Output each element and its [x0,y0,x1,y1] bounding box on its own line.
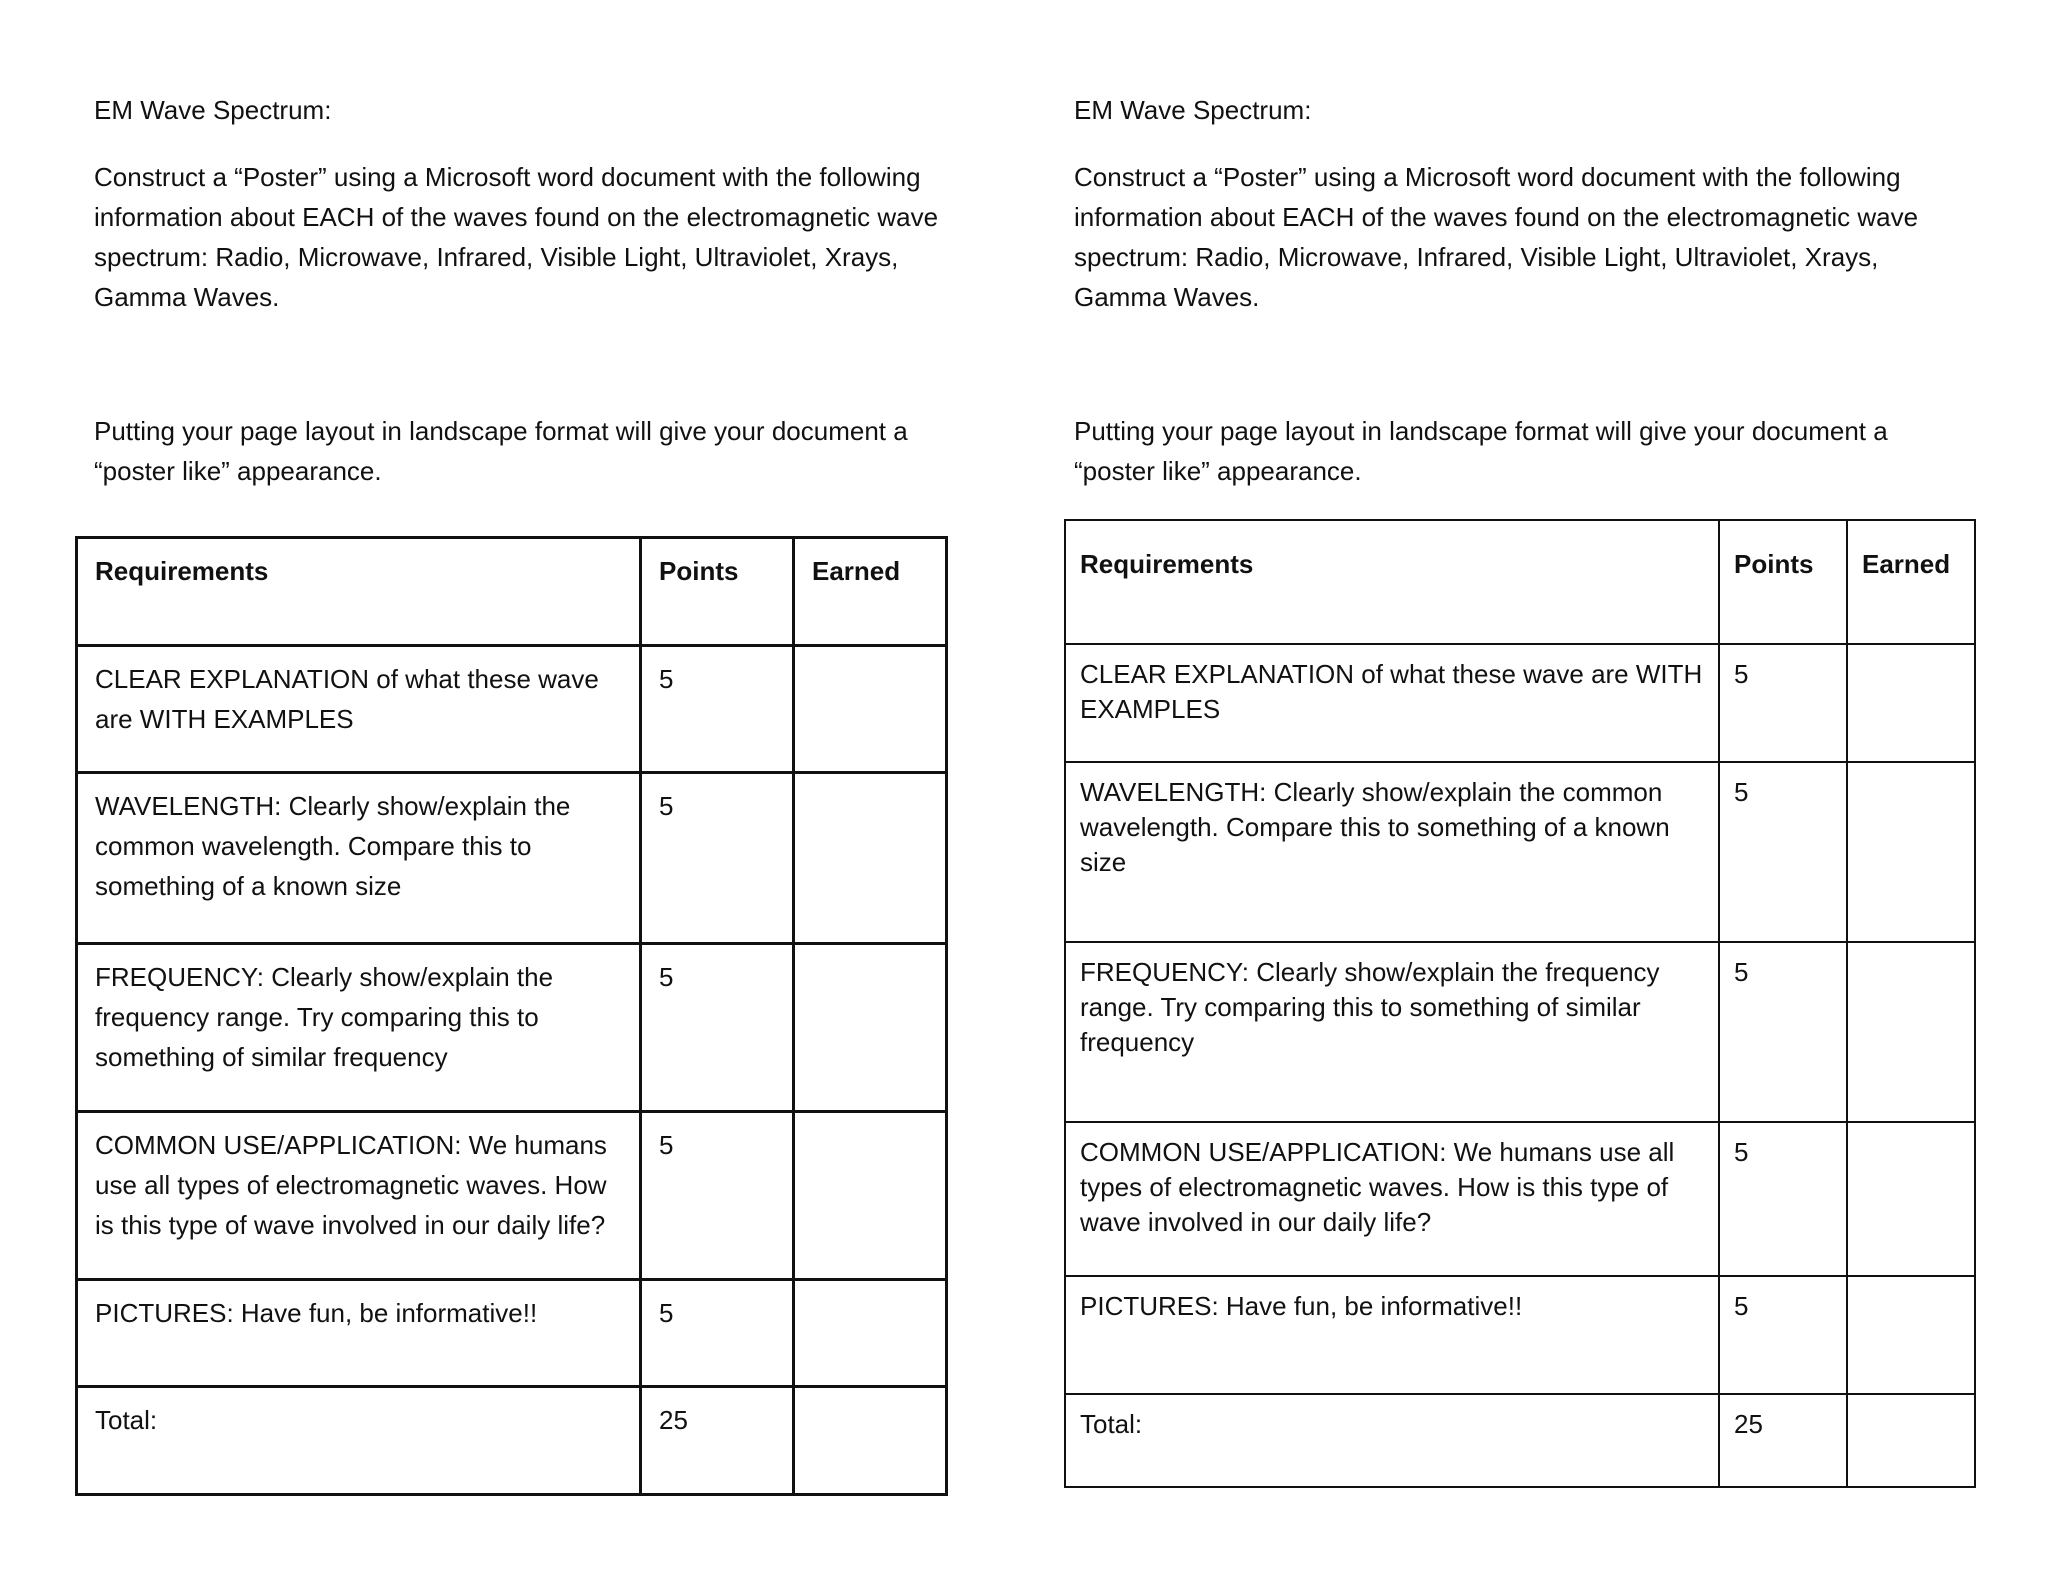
points-cell: 5 [1719,1122,1847,1276]
points-cell: 5 [1719,1276,1847,1394]
header-requirements: Requirements [77,538,641,646]
points-cell: 5 [1719,644,1847,762]
table-row [77,646,947,773]
total-label: Total: [1065,1394,1719,1487]
table-row [77,1280,947,1387]
requirement-cell: CLEAR EXPLANATION of what these wave are WITH EXAMPLES [77,646,641,773]
requirement-cell: WAVELENGTH: Clearly show/explain the common wavelength. Compare this to something of a known size [77,773,641,944]
earned-cell[interactable] [794,944,947,1112]
right-handout [1024,0,2048,1582]
table-row [1065,1276,1975,1394]
table-row [77,1112,947,1280]
table-row [77,944,947,1112]
total-points: 25 [1719,1394,1847,1487]
points-cell: 5 [1719,942,1847,1122]
header-points: Points [1719,520,1847,644]
requirement-cell: WAVELENGTH: Clearly show/explain the common wavelength. Compare this to something of a known size [1065,762,1719,942]
total-points: 25 [641,1387,794,1495]
total-row [77,1387,947,1495]
earned-cell[interactable] [794,646,947,773]
earned-cell[interactable] [794,1280,947,1387]
earned-cell[interactable] [794,1112,947,1280]
instructions-paragraph: Construct a “Poster” using a Microsoft word document with the following information about EACH of the waves found on the electromagnetic wave spectrum: Radio, Microwave, Infrared, Visible Light, Ultraviolet, Xrays, Gamma Waves. [1074,162,1919,312]
requirement-cell: FREQUENCY: Clearly show/explain the frequency range. Try comparing this to something of similar frequency [1065,942,1719,1122]
points-cell: 5 [1719,762,1847,942]
requirement-cell: COMMON USE/APPLICATION: We humans use all types of electromagnetic waves. How is this type of wave involved in our daily life? [77,1112,641,1280]
header-earned: Earned [794,538,947,646]
total-row [1065,1394,1975,1487]
earned-cell[interactable] [1847,762,1975,942]
requirement-cell: COMMON USE/APPLICATION: We humans use all types of electromagnetic waves. How is this type of wave involved in our daily life? [1065,1122,1719,1276]
header-points: Points [641,538,794,646]
points-cell: 5 [641,1112,794,1280]
table-row [1065,942,1975,1122]
earned-cell[interactable] [1847,942,1975,1122]
layout-tip-paragraph: Putting your page layout in landscape format will give your document a “poster like” appearance. [94,416,908,486]
rubric-table [75,536,948,1496]
requirement-cell: PICTURES: Have fun, be informative!! [77,1280,641,1387]
handout-heading: EM Wave Spectrum: [1074,95,1312,125]
table-header-row [1065,520,1975,644]
header-requirements: Requirements [1065,520,1719,644]
earned-cell[interactable] [1847,644,1975,762]
layout-tip-paragraph: Putting your page layout in landscape format will give your document a “poster like” appearance. [1074,416,1888,486]
earned-cell[interactable] [1847,1122,1975,1276]
points-cell: 5 [641,646,794,773]
points-cell: 5 [641,1280,794,1387]
table-row [1065,762,1975,942]
table-row [1065,1122,1975,1276]
table-header-row [77,538,947,646]
points-cell: 5 [641,773,794,944]
handout-heading: EM Wave Spectrum: [94,95,332,125]
requirement-cell: CLEAR EXPLANATION of what these wave are WITH EXAMPLES [1065,644,1719,762]
requirement-cell: FREQUENCY: Clearly show/explain the frequency range. Try comparing this to something of similar frequency [77,944,641,1112]
total-earned-cell[interactable] [794,1387,947,1495]
total-label: Total: [77,1387,641,1495]
points-cell: 5 [641,944,794,1112]
instructions-paragraph: Construct a “Poster” using a Microsoft word document with the following information about EACH of the waves found on the electromagnetic wave spectrum: Radio, Microwave, Infrared, Visible Light, Ultraviolet, Xrays, Gamma Waves. [94,162,939,312]
table-row [1065,644,1975,762]
earned-cell[interactable] [1847,1276,1975,1394]
requirement-cell: PICTURES: Have fun, be informative!! [1065,1276,1719,1394]
total-earned-cell[interactable] [1847,1394,1975,1487]
rubric-table [1064,519,1976,1488]
table-row [77,773,947,944]
earned-cell[interactable] [794,773,947,944]
header-earned: Earned [1847,520,1975,644]
